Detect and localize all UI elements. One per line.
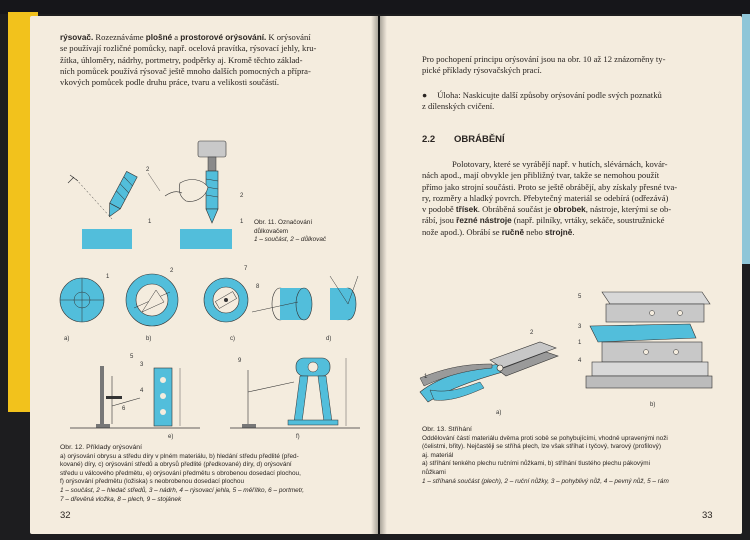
- fig12-caption-line-5: f) orýsování předmětu (ložiska) s neobrobenou dosedací plochou: [60, 478, 245, 486]
- fig12-caption-line-1: Obr. 12. Příklady orýsování: [60, 444, 142, 451]
- fig13-label-a: a): [496, 410, 502, 416]
- fig12-label-b: b): [146, 336, 152, 342]
- fig11-hammer-head: [198, 141, 226, 157]
- figure-13: [380, 282, 742, 422]
- fig12-caption-line-7: 7 – dřevěná vložka, 8 – plech, 9 – stojánek: [60, 495, 182, 503]
- fig12-label-d: d): [326, 336, 332, 342]
- left-page: [30, 16, 378, 534]
- dark-border-top: [0, 0, 750, 14]
- page-number-right: 33: [702, 510, 713, 521]
- fig13-label-3: 3: [578, 324, 582, 330]
- body-paragraph: [422, 159, 722, 238]
- fig12-caption-line-2: a) orýsování obrysu a středu díry v plném materiálu, b) hledání středu předlité (před-: [60, 452, 299, 460]
- book-gutter: [371, 16, 387, 534]
- intro-line-2: pické příklady rýsovačských prací.: [422, 65, 542, 76]
- section-title: OBRÁBĚNÍ: [454, 134, 505, 145]
- fig12-caption-line-3: kované) díry, c) orýsování středů a obrysů předlité (předkované) díry, d) orýsování: [60, 461, 292, 469]
- fig12-num-9: 9: [238, 358, 242, 364]
- fig12-caption: [60, 444, 360, 504]
- fig11-punch-a: [104, 171, 137, 219]
- fig11-eye: [68, 175, 78, 183]
- fig11-punch-b: [206, 171, 218, 223]
- fig13-caption-line-2: Oddělování částí materiálu dvěma proti sobě se pohybujícími, vhodně upravenými noži: [422, 434, 668, 442]
- intro-paragraph: [422, 54, 722, 77]
- body-line-2: nách apod., mají obvykle jen přibližný tvar, takže se nemohou použít: [422, 170, 660, 181]
- fig12-num-7: 7: [244, 266, 248, 272]
- fig13b-lever-shears: [586, 292, 712, 388]
- left-line-4: ních pomůcek používá rýsovač ještě mnoho dalších pomocných a přípra-: [60, 65, 311, 76]
- fig12-label-a: a): [64, 336, 70, 342]
- body-line-3: přímo jako strojní součásti. Proto se ještě obrábějí, aby získaly přesné tva-: [422, 181, 678, 192]
- fig11-caption-line-2: důlkovačem: [254, 227, 289, 235]
- body-line-4: ry, rozměry a hladký povrch. Přebytečný materiál se odebírá (odřezává): [422, 192, 669, 203]
- fig11-label-1b: 1: [240, 219, 244, 225]
- page-number-left: 32: [60, 510, 71, 521]
- intro-line-1: Pro pochopení principu orýsování jsou na obr. 10 až 12 znázorněny ty-: [422, 54, 666, 64]
- body-line-7: nože apod.). Obrábí se ručně nebo strojně.: [422, 226, 575, 237]
- fig11-label-2a: 2: [146, 167, 150, 173]
- body-line-6: rábí, jsou řezné nástroje (např. pilníky, vrtáky, sekáče, soustružnické: [422, 215, 665, 226]
- blue-cover-edge: [742, 14, 750, 264]
- left-line-3: žítka, úhloměry, nádrhy, portmetry, podpěrky aj. Kromě těchto základ-: [60, 54, 303, 65]
- fig11-label-1a: 1: [148, 219, 152, 225]
- left-paragraph: [60, 32, 358, 88]
- fig13-label-1: 1: [424, 374, 428, 380]
- section-number: 2.2: [422, 134, 436, 145]
- body-line-1: Polotovary, které se vyrábějí např. v hutích, slévárnách, kovár-: [452, 159, 668, 169]
- fig12-label-e: e): [168, 434, 174, 440]
- task-line-2: z dílenských cvičení.: [422, 101, 495, 112]
- task-line-1: ● Úloha: Naskicujte další způsoby orýsování podle svých poznatků: [422, 90, 662, 100]
- fig12-caption-line-6: 1 – součást, 2 – hledač středů, 3 – nádrh, 4 – rýsovací jehla, 5 – měřítko, 6 – portmetr,: [60, 486, 305, 494]
- fig12-num-4: 4: [140, 388, 144, 394]
- fig12-num-2: 2: [170, 268, 174, 274]
- fig12-num-3: 3: [140, 362, 144, 368]
- fig11-hand: [179, 180, 208, 202]
- fig11-caption-line-3: 1 – součást, 2 – důlkovač: [254, 236, 327, 244]
- fig13-label-5: 5: [578, 294, 582, 300]
- fig11-hammer-neck: [208, 157, 216, 171]
- fig13-caption-line-3: (čelistmi, břity). Nejčastěji se stříhá plech, lze však stříhat i tyčový, tvarový (profilový): [422, 443, 662, 451]
- task-paragraph: [422, 90, 722, 113]
- fig12-num-1: 1: [106, 274, 110, 280]
- fig13-caption-line-1: Obr. 13. Stříhání: [422, 426, 472, 433]
- fig13-caption-line-6: nůžkami: [422, 468, 446, 476]
- fig13-caption-line-4: aj. materiál: [422, 451, 454, 459]
- fig11-caption-line-1: Obr. 11. Označování: [254, 219, 313, 226]
- fig13-caption: [422, 426, 724, 486]
- fig13-label-4: 4: [578, 358, 582, 364]
- left-line-5: vkových pomůcek podle druhu práce, tvaru a velikosti součástí.: [60, 77, 280, 88]
- left-line-1: rýsovač. Rozeznáváme plošné a prostorové orýsování. K orýsování: [60, 32, 311, 42]
- fig11-part-b: [180, 229, 232, 249]
- right-page: [380, 16, 742, 534]
- fig13-label-2: 2: [530, 330, 534, 336]
- fig12-num-8: 8: [256, 284, 260, 290]
- figure-12-row-1: [30, 264, 378, 344]
- fig13-label-1b: 1: [578, 340, 582, 346]
- fig12-label-c: c): [230, 336, 235, 342]
- fig11-sightline: [76, 179, 112, 219]
- fig13-label-b: b): [650, 402, 656, 408]
- fig13-caption-line-5: a) stříhání tenkého plechu ručními nůžkami, b) stříhání tlustého plechu pákovými: [422, 460, 651, 468]
- task-bullet: ●: [422, 90, 428, 100]
- body-line-5: v podobě třísek. Obráběná součást je obrobek, nástroje, kterými se ob-: [422, 204, 672, 215]
- fig13-caption-line-7: 1 – stříhaná součást (plech), 2 – ruční nůžky, 3 – pohyblivý nůž, 4 – pevný nůž, 5 – rám: [422, 477, 669, 485]
- fig12-label-f: f): [296, 434, 300, 440]
- fig11-label-2b: 2: [240, 193, 244, 199]
- fig12-caption-line-4: středu u válcového předmětu, e) orýsování předmětu s obrobenou dosedací plochou,: [60, 469, 301, 477]
- fig11-part-a: [82, 229, 132, 249]
- fig12-num-5: 5: [130, 354, 134, 360]
- fig12-num-6: 6: [122, 406, 126, 412]
- fig11-caption: [254, 219, 364, 245]
- figure-12-row-2: [30, 346, 378, 442]
- fig12e-scale: [100, 366, 104, 424]
- left-line-2: se používají rozličné pomůcky, např. ocelová pravítka, rýsovací jehly, kru-: [60, 43, 317, 54]
